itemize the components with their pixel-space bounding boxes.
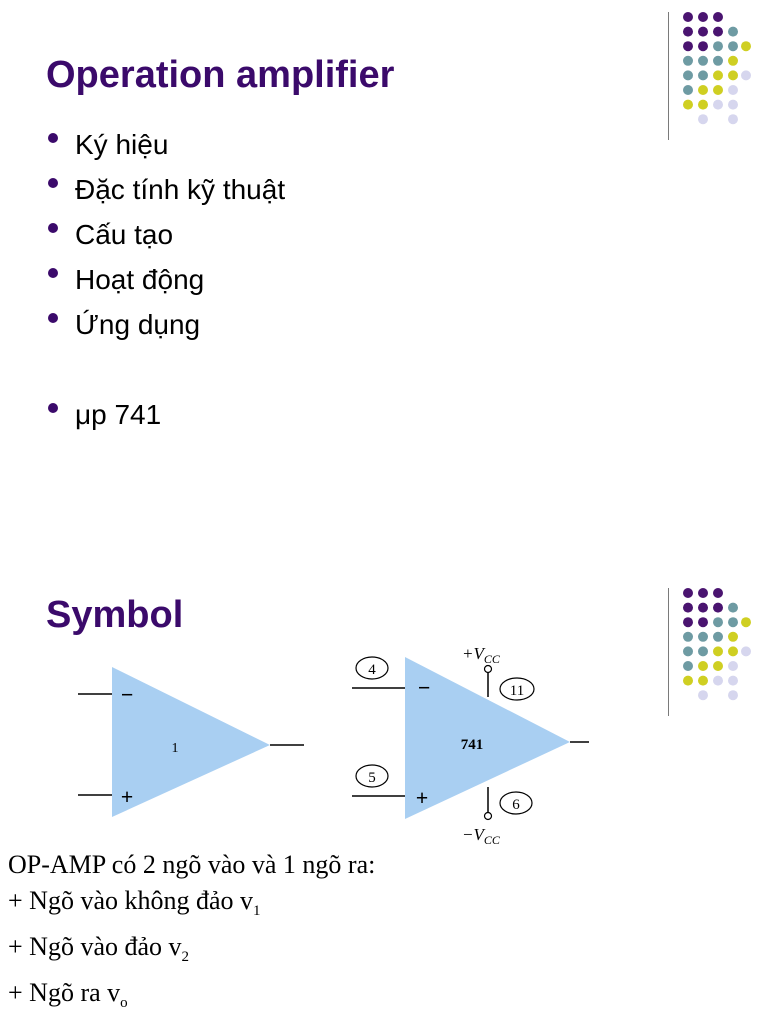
decorative-dot [698,70,708,80]
decorative-dot [683,70,693,80]
bullet-icon [48,403,58,413]
decorative-dot [683,41,693,51]
pin-6-label: 6 [512,797,520,813]
decorative-dot [713,100,723,110]
opamp-label: 741 [460,737,484,753]
decorative-dot [728,27,738,37]
description-subscript: 1 [253,903,261,919]
opamp-label: 1 [171,741,179,756]
bullet-icon [48,133,58,143]
opamp-triangle [112,667,270,817]
description-line [8,975,375,1021]
description-subscript: 2 [181,949,190,965]
decorative-dot [741,41,751,51]
list-item-text: Ứng dụng [75,309,201,340]
list-item-text: μp 741 [75,399,162,430]
decorative-dot [741,70,751,80]
list-item-text: Ký hiệu [75,129,169,160]
bullet-icon [48,223,58,233]
decorative-dot [728,100,738,110]
decorative-dot [728,56,738,66]
decorative-dot [698,12,708,22]
plus-sign: + [415,785,429,810]
decorative-dot [698,85,708,95]
vcc-minus-terminal [485,813,492,820]
description-subscript: o [120,995,128,1011]
opamp-generic [78,667,304,817]
slide-title: Operation amplifier [46,54,395,96]
decorative-dot [728,70,738,80]
decorative-dot [698,100,708,110]
slide-title: Symbol [46,594,184,636]
decorative-dot [728,114,738,124]
list-item [48,257,285,302]
decorative-dot [683,85,693,95]
description-line [8,929,375,975]
decorative-dot [698,56,708,66]
vcc-minus-label [462,825,501,847]
list-item [48,302,285,347]
minus-sign: − [120,682,134,707]
decorative-dot [698,41,708,51]
decorative-dot [683,27,693,37]
description-text: + Ngõ ra v [8,978,121,1007]
list-item-text: Đặc tính kỹ thuật [75,174,286,205]
decorative-dot [683,100,693,110]
description-text: + Ngõ vào đảo v [8,932,182,961]
vcc-minus-subscript: CC [483,833,500,847]
decorative-dot [698,114,708,124]
bullet-icon [48,268,58,278]
decorative-divider-line [668,12,669,140]
list-spacer [48,347,285,392]
description-line [8,883,375,929]
decorative-dot [698,27,708,37]
slide-symbol [0,512,768,1024]
description-text: + Ngõ vào không đảo v [8,886,254,915]
list-item [48,167,285,212]
vcc-plus-label [462,644,501,666]
description-line: OP-AMP có 2 ngõ vào và 1 ngõ ra: [8,850,376,879]
vcc-minus-text: −V [462,825,484,844]
opamp-741 [352,644,589,847]
vcc-plus-subscript: CC [483,652,500,666]
pin-11-label: 11 [509,683,525,699]
decorative-dot [728,41,738,51]
decorative-dot [713,27,723,37]
decorative-dot [713,70,723,80]
list-item [48,212,285,257]
minus-sign: − [417,675,431,700]
decorative-dot [683,12,693,22]
plus-sign: + [120,784,134,809]
opamp-description [8,847,375,1021]
bullet-icon [48,178,58,188]
list-item-text: Cấu tạo [75,219,174,250]
list-item [48,122,285,167]
decorative-dot [713,56,723,66]
bullet-icon [48,313,58,323]
list-item-text: Hoạt động [75,264,205,295]
pin-5-label: 5 [368,770,376,786]
decorative-dot [728,85,738,95]
vcc-plus-terminal [485,666,492,673]
decorative-dot [713,12,723,22]
decorative-dot [713,41,723,51]
decorative-dot [713,85,723,95]
list-item [48,392,285,437]
topic-list [48,122,285,437]
decorative-dot [683,56,693,66]
pin-4-label: 4 [368,662,376,678]
vcc-plus-text: +V [462,644,484,663]
